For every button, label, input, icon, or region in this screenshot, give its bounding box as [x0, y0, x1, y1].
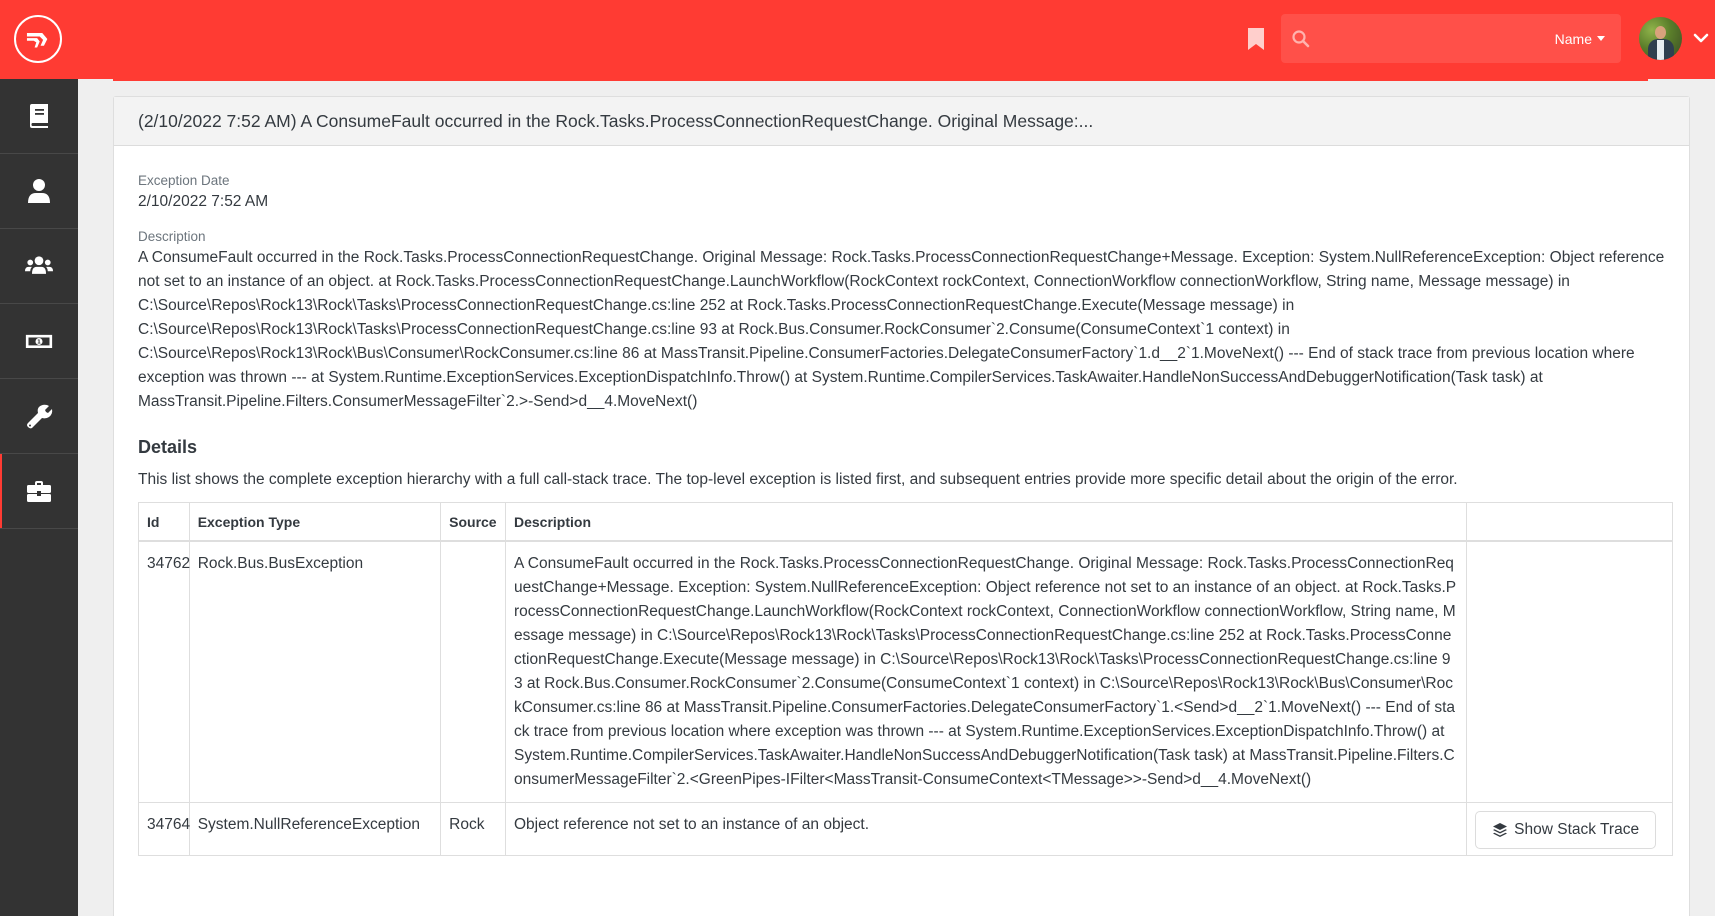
cell-id: 34764: [139, 803, 190, 856]
cell-actions: [1467, 541, 1673, 803]
search-filter-dropdown[interactable]: [1555, 31, 1605, 47]
details-help-text: This list shows the complete exception hierarchy with a full call-stack trace. The top-level exception is listed first, and subsequent entries provide more specific detail about the origin of the error.: [138, 471, 1458, 488]
show-stack-trace-button[interactable]: [1475, 811, 1656, 849]
sidebar-item-people[interactable]: [0, 154, 78, 229]
bookmark-icon[interactable]: [1248, 28, 1264, 50]
sidebar-item-admin[interactable]: [0, 454, 78, 529]
table-row: [139, 803, 1673, 856]
svg-text:1: 1: [37, 339, 41, 346]
cell-exception-type: System.NullReferenceException: [189, 803, 440, 856]
rock-logo-icon[interactable]: [14, 15, 62, 63]
sidebar: [0, 79, 78, 916]
top-header: [0, 0, 1715, 79]
column-header-exception-type: Exception Type: [189, 503, 440, 542]
sidebar-item-groups[interactable]: [0, 229, 78, 304]
cell-description: A ConsumeFault occurred in the Rock.Tasks.ProcessConnectionRequestChange. Original Message: Rock.Tasks.ProcessConnectionRequestChange+Message. Exception: System.NullReferenceException: Object reference not set to an instance of an object. at Rock.Tasks.ProcessConnectionRequestChange.LaunchWorkflow(RockContext rockContext, ConnectionWorkflow connectionWorkflow, String name, Message message) in C:\Source\Repos\Rock13\Rock\Tasks\ProcessConnectionRequestChange.cs:line 252 at Rock.Tasks.ProcessConnectionRequestChange.Execute(Message message) in C:\Source\Repos\Rock13\Rock\Tasks\ProcessConnectionRequestChange.cs:line 93 at Rock.Bus.Consumer.RockConsumer`2.Consume(ConsumeContext`1 context) in C:\Source\Repos\Rock13\Rock\Bus\Consumer\RockConsumer.cs:line 86 at MassTransit.Pipeline.ConsumerFactories.DelegateConsumerFactory`1.<Send>d__2`1.MoveNext() --- End of stack trace from previous location where exception was thrown --- at System.Runtime.ExceptionServices.ExceptionDispatchInfo.Throw() at System.Runtime.CompilerServices.TaskAwaiter.HandleNonSuccessAndDebuggerNotification(Task task) at MassTransit.Pipeline.Filters.ConsumerMessageFilter`2.<GreenPipes-IFilter<MassTransit-ConsumeContext<TMessage>>-Send>d__4.MoveNext(): [506, 541, 1467, 803]
search-bar: [1281, 14, 1621, 63]
table-row: [139, 541, 1673, 803]
description-value: A ConsumeFault occurred in the Rock.Tasks.ProcessConnectionRequestChange. Original Message: Rock.Tasks.ProcessConnectionRequestChange+Message. Exception: System.NullReferenceException: Object reference not set to an instance of an object. at Rock.Tasks.ProcessConnectionRequestChange.LaunchWorkflow(RockContext rockContext, ConnectionWorkflow connectionWorkflow, String name, Message message) in C:\Source\Repos\Rock13\Rock\Tasks\ProcessConnectionRequestChange.cs:line 252 at Rock.Tasks.ProcessConnectionRequestChange.Execute(Message message) in C:\Source\Repos\Rock13\Rock\Tasks\ProcessConnectionRequestChange.cs:line 93 at Rock.Bus.Consumer.RockConsumer`2.Consume(ConsumeContext`1 context) in C:\Source\Repos\Rock13\Rock\Bus\Consumer\RockConsumer.cs:line 86 at MassTransit.Pipeline.ConsumerFactories.DelegateConsumerFactory`1.d__2`1.MoveNext() --- End of stack trace from previous location where exception was thrown --- at System.Runtime.ExceptionServices.ExceptionDispatchInfo.Throw() at System.Runtime.CompilerServices.TaskAwaiter.HandleNonSuccessAndDebuggerNotification(Task task) at MassTransit.Pipeline.Filters.ConsumerMessageFilter`2.>-Send>d__4.MoveNext(): [138, 249, 1665, 410]
exception-detail-panel: [113, 96, 1690, 916]
details-heading: Details: [138, 437, 198, 457]
panel-title: (2/10/2022 7:52 AM) A ConsumeFault occurred in the Rock.Tasks.ProcessConnectionRequestChange. Original Message:...: [114, 97, 1689, 146]
column-header-description: Description: [506, 503, 1467, 542]
wrench-icon: [25, 402, 53, 430]
users-icon: [25, 252, 53, 280]
sidebar-item-tools[interactable]: [0, 379, 78, 454]
search-input[interactable]: [1311, 14, 1555, 63]
sidebar-item-finance[interactable]: [0, 304, 78, 379]
show-stack-trace-label: Show Stack Trace: [1514, 821, 1640, 838]
chevron-down-icon[interactable]: [1693, 30, 1709, 46]
column-header-actions: [1467, 503, 1673, 542]
briefcase-icon: [25, 477, 53, 505]
cell-exception-type: Rock.Bus.BusException: [189, 541, 440, 803]
column-header-id: Id: [139, 503, 190, 542]
search-filter-label: Name: [1554, 30, 1592, 47]
search-icon: [1291, 29, 1311, 49]
cell-description: Object reference not set to an instance of an object.: [506, 803, 1467, 856]
book-icon: [25, 102, 53, 130]
header-underline: [113, 79, 1648, 81]
cell-id: 34762: [139, 541, 190, 803]
exception-table: [138, 502, 1673, 856]
avatar[interactable]: [1639, 17, 1682, 60]
money-bill-icon: [25, 327, 53, 355]
description-label: Description: [138, 229, 206, 244]
description-field: [138, 228, 1665, 414]
cell-source: Rock: [441, 803, 506, 856]
cell-source: [441, 541, 506, 803]
sidebar-item-content[interactable]: [0, 79, 78, 154]
exception-date-value: 2/10/2022 7:52 AM: [138, 193, 269, 210]
person-icon: [25, 177, 53, 205]
exception-date-label: Exception Date: [138, 173, 230, 188]
table-header-row: [139, 503, 1673, 542]
exception-date-field: [138, 172, 1665, 214]
caret-down-icon: [1597, 36, 1605, 41]
column-header-source: Source: [441, 503, 506, 542]
cell-actions: [1467, 803, 1673, 856]
layer-group-icon: [1492, 822, 1508, 838]
